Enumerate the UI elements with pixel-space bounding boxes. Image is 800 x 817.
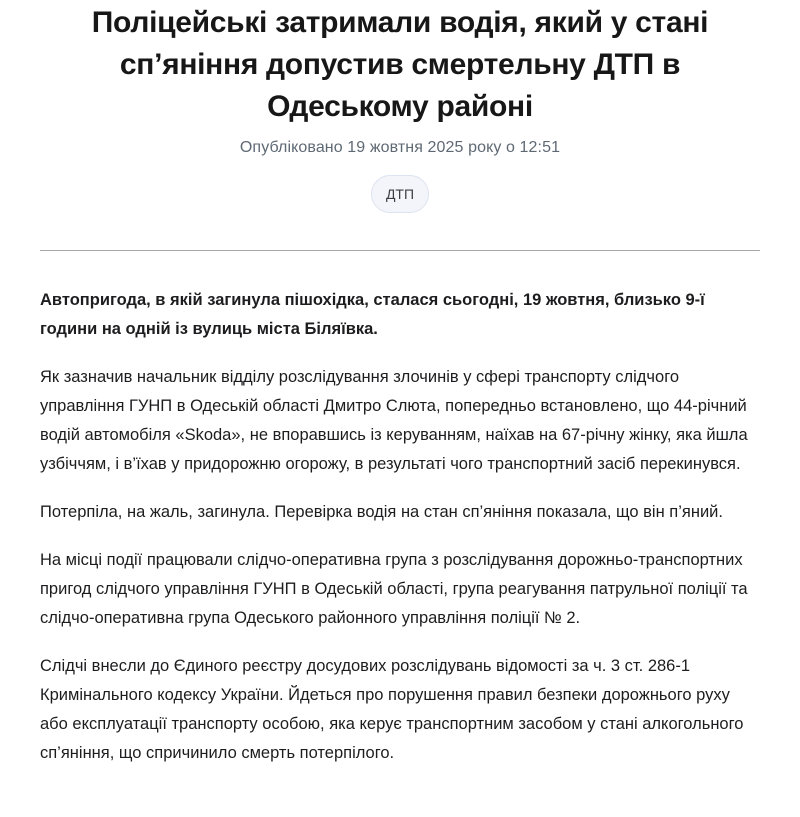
body-paragraph-1: Як зазначив начальник відділу розслідування злочинів у сфері транспорту слідчого управління ГУНП в Одеській області Дмитро Слюта, попередньо встановлено, що 44-річний водій автомобіля «Skoda», не впоравшись із керуванням, наїхав на 67-річну жінку, яка йшла узбіччям, і в’їхав у придорожню огорожу, в результаті чого транспортний засіб перекинувся.: [40, 368, 748, 473]
publish-date: Опубліковано 19 жовтня 2025 року о 12:51: [239, 139, 561, 156]
tag-list: [0, 175, 800, 213]
body-paragraph-3: На місці події працювали слідчо-оперативна група з розслідування дорожньо-транспортних пригод слідчого управління ГУНП в Одеській області, група реагування патрульної поліції та слідчо-оперативна група Одеського районного управління поліції № 2.: [40, 551, 748, 627]
tag-dtp[interactable]: ДТП: [371, 175, 429, 213]
body-paragraph-4: Слідчі внесли до Єдиного реєстру досудових розслідувань відомості за ч. 3 ст. 286-1 Кримінального кодексу України. Йдеться про порушення правил безпеки дорожнього руху або експлуатації транспорту особою, яка керує транспортним засобом у стані алкогольного сп’яніння, що спричинило смерть потерпілого.: [40, 657, 744, 762]
body-paragraph-2: Потерпіла, на жаль, загинула. Перевірка водія на стан сп’яніння показала, що він п’яний.: [40, 503, 723, 521]
article-header: [0, 2, 800, 213]
lead-paragraph: Автопригода, в якій загинула пішохідка, сталася сьогодні, 19 жовтня, близько 9-ї години на одній із вулиць міста Біляївка.: [40, 291, 705, 338]
article-body: [0, 251, 800, 817]
article-title: Поліцейські затримали водія, який у стані сп’яніння допустив смертельну ДТП в Одеському районі: [91, 6, 709, 123]
